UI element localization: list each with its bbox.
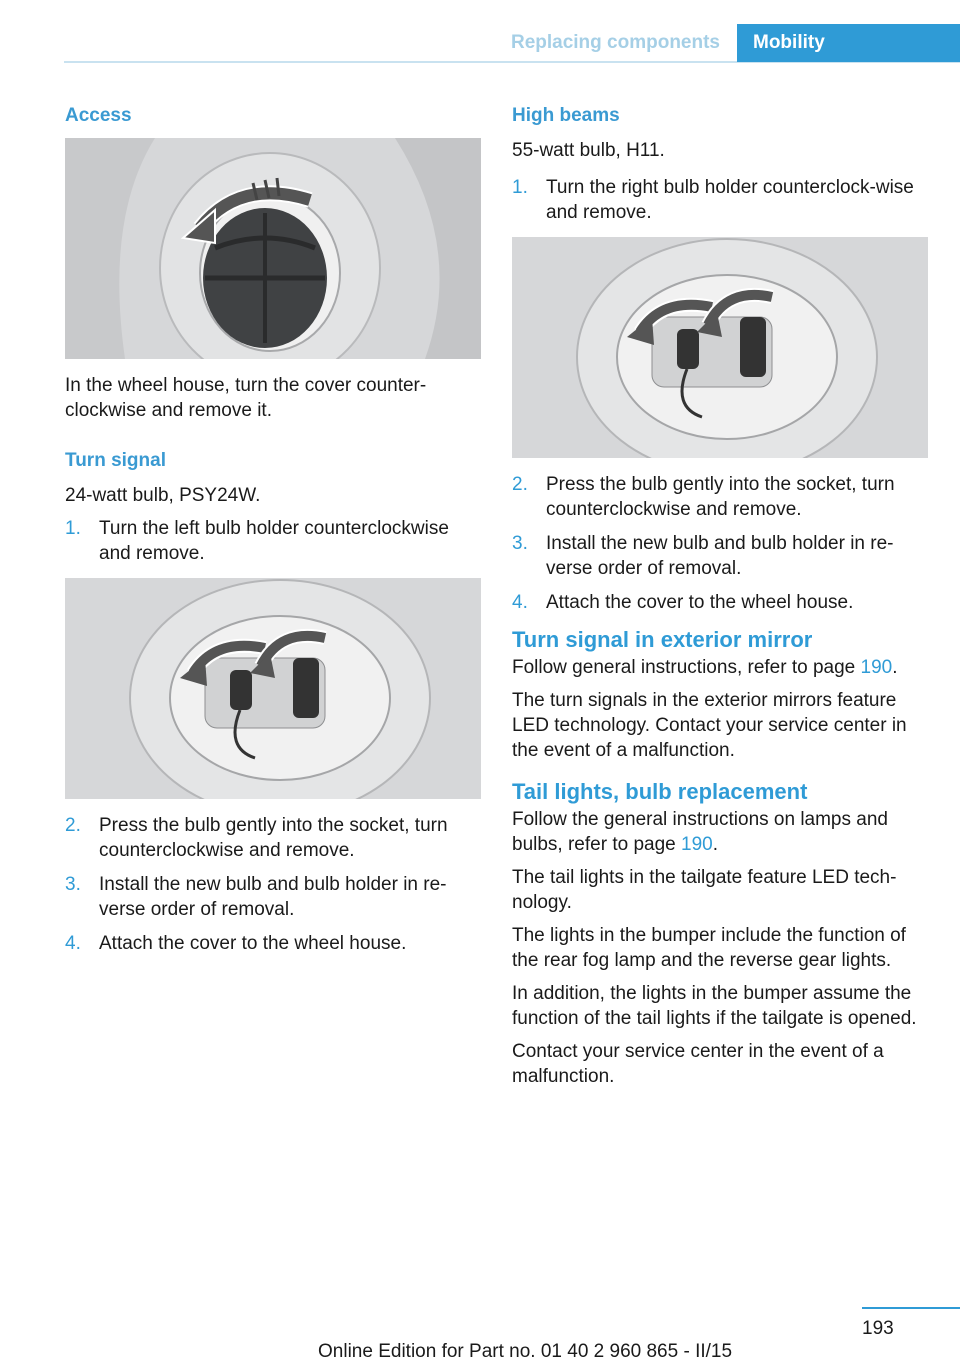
- step-text: Install the new bulb and bulb holder in re‐verse order of removal.: [99, 874, 447, 920]
- turn-signal-steps-rest: [65, 813, 481, 956]
- list-item: [512, 531, 930, 581]
- tail-paragraph-1: [512, 807, 930, 857]
- figure-high-beam-bulb-holder: [512, 237, 928, 458]
- header-section-title: Replacing components: [510, 32, 720, 53]
- step-number: 1.: [65, 518, 81, 539]
- list-item: [65, 516, 481, 566]
- paragraph-text: Follow general instructions, refer to page: [512, 657, 861, 678]
- paragraph-text: Follow the general instructions on lamps and bulbs, refer to page: [512, 809, 888, 855]
- step-number: 3.: [512, 533, 528, 554]
- high-beams-bulb-spec: 55-watt bulb, H11.: [512, 140, 665, 161]
- list-item: [512, 590, 930, 615]
- access-instruction: In the wheel house, turn the cover counter‐clockwise and remove it.: [65, 375, 427, 421]
- left-column: [65, 100, 481, 965]
- list-item: [65, 813, 481, 863]
- figure-wheel-house-cover: [65, 138, 481, 359]
- step-text: Press the bulb gently into the socket, turn counterclockwise and remove.: [99, 815, 448, 861]
- high-beams-steps-start: [512, 175, 930, 225]
- turn-signal-heading: Turn signal: [65, 450, 166, 471]
- footer-rule: [862, 1307, 960, 1309]
- tail-paragraph-3: The lights in the bumper include the function of the rear fog lamp and the reverse gear lights.: [512, 925, 906, 971]
- tail-paragraph-5: Contact your service center in the event of a malfunction.: [512, 1041, 884, 1087]
- high-beams-heading: High beams: [512, 105, 620, 126]
- access-heading: Access: [65, 105, 132, 126]
- page-reference-link[interactable]: 190: [860, 657, 893, 678]
- mirror-paragraph-1: [512, 655, 930, 680]
- page-number: 193: [862, 1318, 894, 1339]
- step-number: 2.: [512, 474, 528, 495]
- turn-signal-steps-start: [65, 516, 481, 566]
- paragraph-text: .: [892, 657, 898, 678]
- step-text: Attach the cover to the wheel house.: [99, 933, 407, 954]
- list-item: [65, 931, 481, 956]
- step-text: Turn the left bulb holder counterclockwise and remove.: [99, 518, 449, 564]
- list-item: [512, 472, 930, 522]
- header-chapter-tab: Mobility: [737, 24, 960, 62]
- paragraph-text: .: [712, 834, 718, 855]
- turn-signal-bulb-spec: 24-watt bulb, PSY24W.: [65, 485, 261, 506]
- step-number: 3.: [65, 874, 81, 895]
- footer-edition: Online Edition for Part no. 01 40 2 960 865 - II/15: [318, 1341, 733, 1362]
- figure-turn-signal-bulb-holder: [65, 578, 481, 799]
- right-column: [512, 100, 930, 1097]
- mirror-paragraph-2: The turn signals in the exterior mirrors feature LED technology. Contact your service center in the event of a malfunction.: [512, 690, 907, 761]
- mirror-turn-signal-heading: Turn signal in exterior mirror: [512, 627, 813, 652]
- step-text: Turn the right bulb holder counterclock‐wise and remove.: [546, 177, 914, 223]
- step-number: 1.: [512, 177, 528, 198]
- tail-paragraph-4: In addition, the lights in the bumper assume the function of the tail lights if the tailgate is opened.: [512, 983, 917, 1029]
- list-item: [65, 872, 481, 922]
- tail-paragraph-2: The tail lights in the tailgate feature LED tech‐nology.: [512, 867, 897, 913]
- step-number: 2.: [65, 815, 81, 836]
- tail-lights-heading: Tail lights, bulb replacement: [512, 779, 808, 804]
- list-item: [512, 175, 930, 225]
- step-text: Install the new bulb and bulb holder in re‐verse order of removal.: [546, 533, 894, 579]
- high-beams-steps-rest: [512, 472, 930, 615]
- step-text: Press the bulb gently into the socket, turn counterclockwise and remove.: [546, 474, 895, 520]
- step-number: 4.: [512, 592, 528, 613]
- step-number: 4.: [65, 933, 81, 954]
- step-text: Attach the cover to the wheel house.: [546, 592, 854, 613]
- page-reference-link[interactable]: 190: [681, 834, 713, 855]
